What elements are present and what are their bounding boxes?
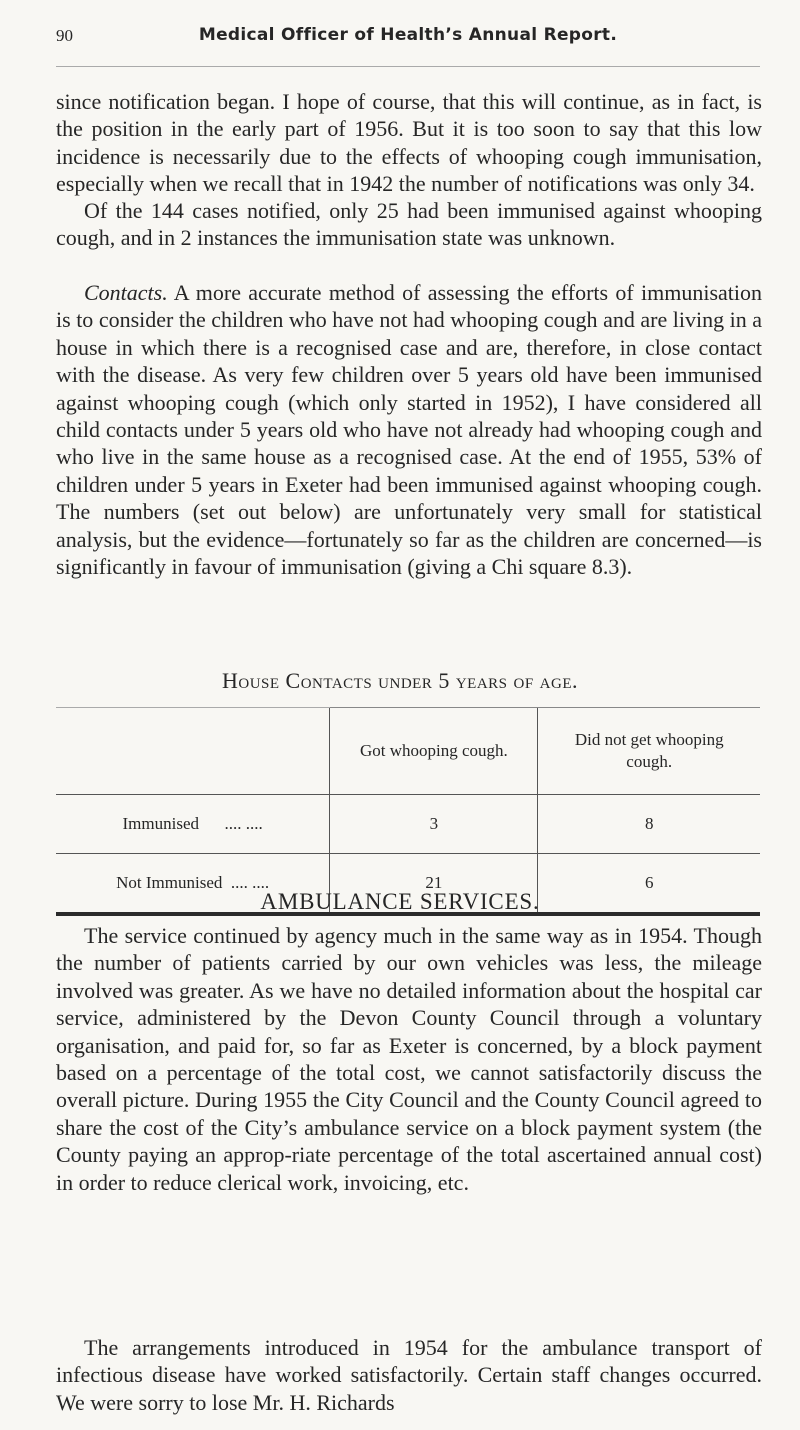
header-cell-empty [56,708,330,795]
cell-did-not: 6 [538,854,760,915]
table-heading: House Contacts under 5 years of age. [221,668,579,693]
page-header [56,26,760,67]
paragraph-contacts [56,279,762,580]
paragraph-continuation: since notification began. I hope of course, that this will continue, as in fact, is the position in the early part of 1956. But it is too soon to say that this low incidence is necessarily due to the effects of whooping cough immunisation, especially when we recall that in 1942 the number of notifications was only 34. [56,89,762,197]
contacts-text: A more accurate method of assessing the efforts of immunisation is to consider the children who have not had whooping cough and are living in a house in which there is a recognised case and are, therefore, in close contact with the disease. As very few children over 5 years old have been immunised against whooping cough (which only started in 1952), I have considered all child contacts under 5 years old who have not already had whooping cough and who live in the same house as a recognised case. At the end of 1955, 53% of children under 5 years in Exeter had been immunised against whooping cough. The numbers (set out below) are unfortunately very small for statistical analysis, but the evidence—fortunately so far as the children are concerned—is significantly in favour of immunisation (giving a Chi square 8.3). [56,280,762,580]
row-label: Not Immunised .... .... [56,854,330,915]
cell-did-not: 8 [538,795,760,854]
header-did-not-get-whooping-cough: Did not get whooping cough. [538,708,760,795]
table-row [56,795,760,854]
paragraph-cases-notified: Of the 144 cases notified, only 25 had been immunised against whooping cough, and in 2 instances the immunisation state was unknown. [56,198,762,251]
row-label: Immunised .... .... [56,795,330,854]
header-got-whooping-cough: Got whooping cough. [330,708,538,795]
house-contacts-table [56,707,760,916]
paragraph-ambulance-service: The service continued by agency much in the same way as in 1954. Though the number of patients carried by our own vehicles was less, the mileage involved was greater. As we have no detailed information about the hospital car service, administered by the Devon County Council through a voluntary organisation, and paid for, so far as Exeter is concerned, by a block payment based on a percentage of the total cost, we cannot satisfactorily discuss the overall picture. During 1955 the City Council and the County Council agreed to share the cost of the City’s ambulance service on a block payment system (the County paying an approp-riate percentage of the total ascertained annual cost) in order to reduce clerical work, invoicing, etc. [56,923,762,1195]
cell-got: 3 [330,795,538,854]
cell-got: 21 [330,854,538,915]
page-number: 90 [56,26,73,45]
section-heading-ambulance: AMBULANCE SERVICES. [260,889,540,914]
paragraph-infectious-transport: The arrangements introduced in 1954 for the ambulance transport of infectious disease have worked satisfactorily. Certain staff changes occurred. We were sorry to lose Mr. H. Richards [56,1335,762,1415]
table-header-row [56,708,760,795]
running-title: Medical Officer of Health’s Annual Report. [198,25,618,45]
contacts-lead: Contacts. [84,280,168,305]
